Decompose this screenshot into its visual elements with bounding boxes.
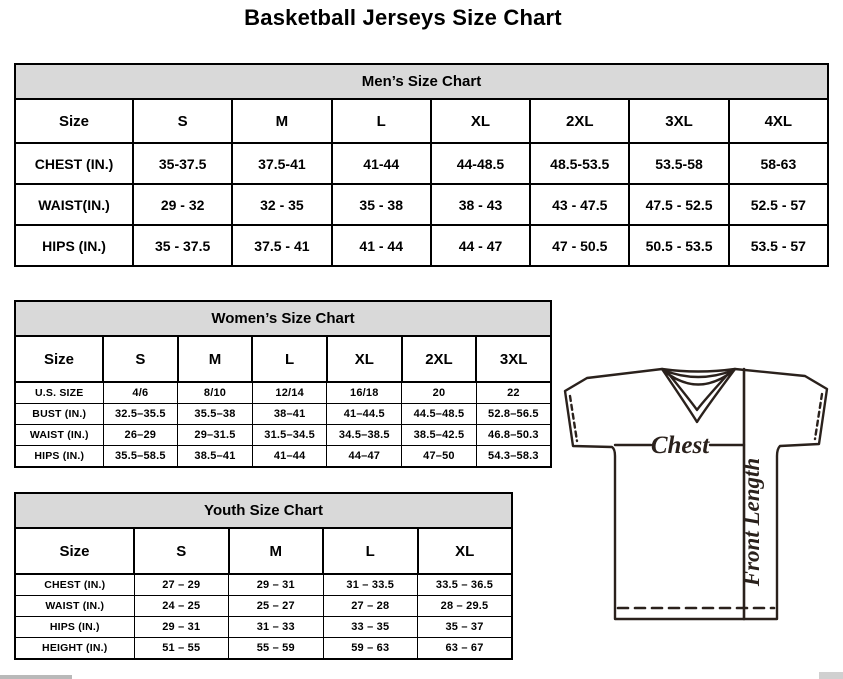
- column-header: S: [134, 528, 229, 574]
- row-label: WAIST (IN.): [15, 425, 103, 446]
- size-value-cell: 29 – 31: [229, 574, 324, 596]
- size-value-cell: 20: [402, 382, 477, 404]
- row-label: WAIST (IN.): [15, 596, 134, 617]
- column-header: S: [103, 336, 178, 382]
- size-value-cell: 27 – 28: [323, 596, 418, 617]
- column-header: 2XL: [530, 99, 629, 143]
- size-value-cell: 29 – 31: [134, 617, 229, 638]
- size-value-cell: 50.5 - 53.5: [629, 225, 728, 266]
- table-row: [15, 184, 828, 225]
- size-value-cell: 47.5 - 52.5: [629, 184, 728, 225]
- size-value-cell: 31.5–34.5: [252, 425, 327, 446]
- jersey-outline: [565, 369, 827, 619]
- size-header-label: Size: [15, 336, 103, 382]
- jersey-measurement-diagram: [556, 360, 838, 632]
- size-value-cell: 38.5–42.5: [402, 425, 477, 446]
- size-value-cell: 59 – 63: [323, 638, 418, 660]
- size-value-cell: 4/6: [103, 382, 178, 404]
- chest-label: Chest: [650, 432, 710, 459]
- section-title: Women’s Size Chart: [15, 301, 551, 336]
- size-value-cell: 44 - 47: [431, 225, 530, 266]
- size-value-cell: 46.8–50.3: [476, 425, 551, 446]
- size-value-cell: 28 – 29.5: [418, 596, 513, 617]
- column-header: XL: [431, 99, 530, 143]
- row-label: CHEST (IN.): [15, 143, 133, 184]
- table-row: [15, 596, 512, 617]
- size-value-cell: 31 – 33: [229, 617, 324, 638]
- column-header: S: [133, 99, 232, 143]
- column-header: XL: [418, 528, 513, 574]
- size-value-cell: 35 - 37.5: [133, 225, 232, 266]
- column-header: 2XL: [402, 336, 477, 382]
- size-value-cell: 8/10: [178, 382, 253, 404]
- size-value-cell: 26–29: [103, 425, 178, 446]
- row-label: HIPS (IN.): [15, 225, 133, 266]
- table-row: [15, 382, 551, 404]
- row-label: U.S. SIZE: [15, 382, 103, 404]
- front-length-label: Front Length: [739, 457, 764, 587]
- column-header: L: [332, 99, 431, 143]
- size-value-cell: 38–41: [252, 404, 327, 425]
- size-value-cell: 54.3–58.3: [476, 446, 551, 468]
- size-value-cell: 44.5–48.5: [402, 404, 477, 425]
- size-value-cell: 44–47: [327, 446, 402, 468]
- table-row: [15, 446, 551, 468]
- column-header: 4XL: [729, 99, 828, 143]
- row-label: HEIGHT (IN.): [15, 638, 134, 660]
- size-value-cell: 55 – 59: [229, 638, 324, 660]
- size-value-cell: 25 – 27: [229, 596, 324, 617]
- row-label: WAIST(IN.): [15, 184, 133, 225]
- horizontal-scrollbar-thumb[interactable]: [0, 675, 72, 679]
- size-value-cell: 52.8–56.5: [476, 404, 551, 425]
- column-header: M: [229, 528, 324, 574]
- size-value-cell: 34.5–38.5: [327, 425, 402, 446]
- size-value-cell: 35-37.5: [133, 143, 232, 184]
- size-value-cell: 31 – 33.5: [323, 574, 418, 596]
- size-value-cell: 35 - 38: [332, 184, 431, 225]
- horizontal-scrollbar-corner[interactable]: [819, 672, 843, 679]
- table-row: [15, 425, 551, 446]
- size-value-cell: 16/18: [327, 382, 402, 404]
- column-header: XL: [327, 336, 402, 382]
- size-value-cell: 33 – 35: [323, 617, 418, 638]
- size-header-label: Size: [15, 528, 134, 574]
- row-label: CHEST (IN.): [15, 574, 134, 596]
- column-header: L: [323, 528, 418, 574]
- size-value-cell: 53.5-58: [629, 143, 728, 184]
- row-label: HIPS (IN.): [15, 617, 134, 638]
- size-value-cell: 24 – 25: [134, 596, 229, 617]
- size-value-cell: 29 - 32: [133, 184, 232, 225]
- column-header: L: [252, 336, 327, 382]
- size-value-cell: 32.5–35.5: [103, 404, 178, 425]
- section-title: Youth Size Chart: [15, 493, 512, 528]
- jersey-diagram-svg: [556, 360, 838, 632]
- size-value-cell: 27 – 29: [134, 574, 229, 596]
- size-value-cell: 41 - 44: [332, 225, 431, 266]
- column-header: M: [232, 99, 331, 143]
- column-header: 3XL: [629, 99, 728, 143]
- table-row: [15, 617, 512, 638]
- mens-size-table: [14, 63, 829, 267]
- size-value-cell: 44-48.5: [431, 143, 530, 184]
- table-row: [15, 143, 828, 184]
- row-label: HIPS (IN.): [15, 446, 103, 468]
- column-header: 3XL: [476, 336, 551, 382]
- size-header-label: Size: [15, 99, 133, 143]
- size-value-cell: 37.5-41: [232, 143, 331, 184]
- womens-size-table: [14, 300, 552, 468]
- size-value-cell: 63 – 67: [418, 638, 513, 660]
- size-value-cell: 35.5–38: [178, 404, 253, 425]
- size-value-cell: 41–44.5: [327, 404, 402, 425]
- size-value-cell: 35 – 37: [418, 617, 513, 638]
- size-value-cell: 38.5–41: [178, 446, 253, 468]
- table-row: [15, 404, 551, 425]
- size-value-cell: 53.5 - 57: [729, 225, 828, 266]
- size-value-cell: 41-44: [332, 143, 431, 184]
- size-value-cell: 51 – 55: [134, 638, 229, 660]
- youth-size-table: [14, 492, 513, 660]
- section-title: Men’s Size Chart: [15, 64, 828, 99]
- page-title: Basketball Jerseys Size Chart: [244, 5, 562, 30]
- size-value-cell: 47–50: [402, 446, 477, 468]
- size-value-cell: 37.5 - 41: [232, 225, 331, 266]
- size-value-cell: 29–31.5: [178, 425, 253, 446]
- size-value-cell: 33.5 – 36.5: [418, 574, 513, 596]
- size-value-cell: 35.5–58.5: [103, 446, 178, 468]
- size-value-cell: 58-63: [729, 143, 828, 184]
- size-value-cell: 32 - 35: [232, 184, 331, 225]
- size-value-cell: 47 - 50.5: [530, 225, 629, 266]
- size-value-cell: 22: [476, 382, 551, 404]
- table-row: [15, 225, 828, 266]
- size-value-cell: 38 - 43: [431, 184, 530, 225]
- table-row: [15, 574, 512, 596]
- size-value-cell: 41–44: [252, 446, 327, 468]
- size-value-cell: 48.5-53.5: [530, 143, 629, 184]
- size-value-cell: 12/14: [252, 382, 327, 404]
- size-value-cell: 52.5 - 57: [729, 184, 828, 225]
- column-header: M: [178, 336, 253, 382]
- row-label: BUST (IN.): [15, 404, 103, 425]
- table-row: [15, 638, 512, 660]
- size-value-cell: 43 - 47.5: [530, 184, 629, 225]
